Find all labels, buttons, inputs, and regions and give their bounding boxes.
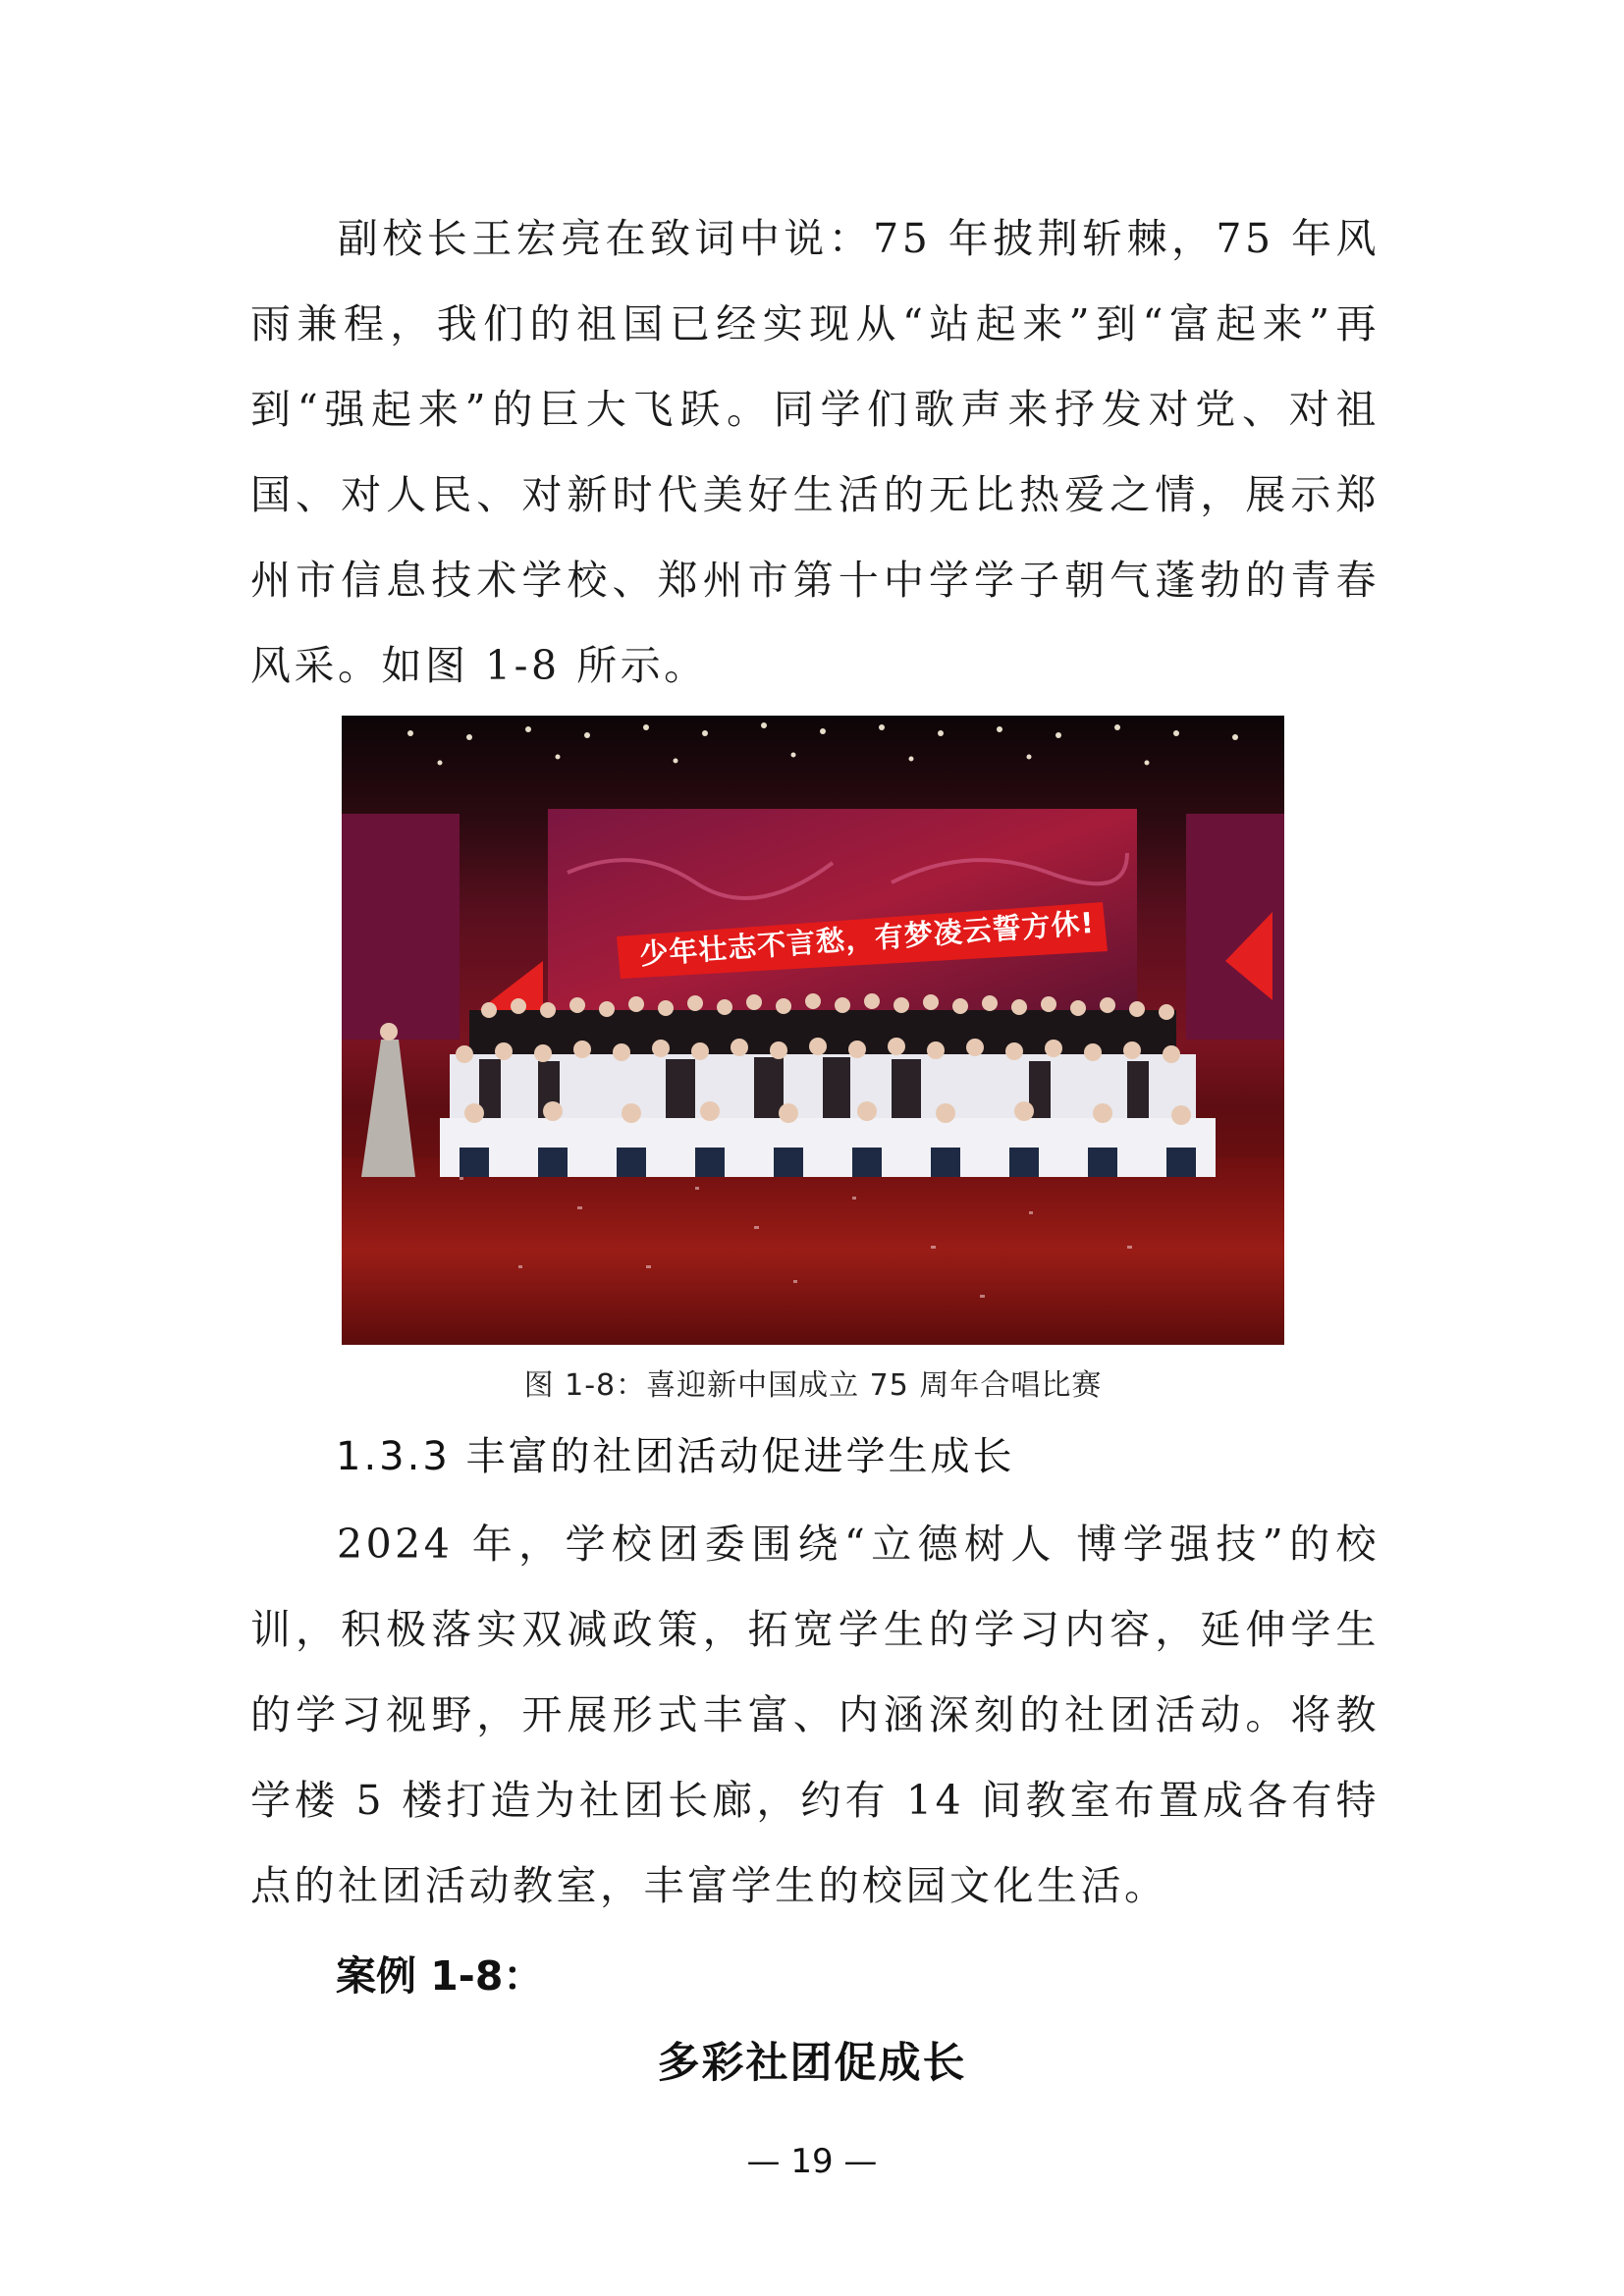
section-heading: 1.3.3 丰富的社团活动促进学生成长 — [336, 1434, 1015, 1479]
choir-competition-photo — [342, 716, 1284, 1345]
banner-text: 少年壮志不言愁，有梦凌云誓方休! — [638, 905, 1096, 972]
case-label: 案例 1-8： — [336, 1952, 544, 2000]
figure-caption: 图 1-8：喜迎新中国成立 75 周年合唱比赛 — [523, 1368, 1103, 1403]
choir-crowd — [361, 993, 1216, 1177]
photo-illustration — [342, 716, 1284, 1345]
stage-lights — [407, 722, 1238, 766]
paragraph-2-text: 2024 年，学校团委围绕“立德树人 博学强技”的校训，积极落实双减政策，拓宽学生的学习内容，延伸学生的学习视野，开展形式丰富、内涵深刻的社团活动。将教学楼 5 楼打造为社团长廊，约有 14 间教室布置成各有特点的社团活动教室，丰富学生的校园文化生活。 — [250, 1521, 1380, 1909]
paragraph-1-text: 副校长王宏亮在致词中说：75 年披荆斩棘，75 年风雨兼程，我们的祖国已经实现从“站起来”到“富起来”再到“强起来”的巨大飞跃。同学们歌声来抒发对党、对祖国、对人民、对新时代美好生活的无比热爱之情，展示郑州市信息技术学校、郑州市第十中学学子朝气蓬勃的青春风采。如图 1-8 所示。 — [250, 215, 1380, 689]
left-side-screen — [342, 814, 460, 1040]
stage-floor — [342, 1157, 1284, 1345]
page-number: — 19 — — [746, 2142, 878, 2181]
body-paragraph-1 — [250, 196, 1380, 709]
body-paragraph-2 — [250, 1502, 1380, 1929]
case-title: 多彩社团促成长 — [657, 2039, 967, 2088]
